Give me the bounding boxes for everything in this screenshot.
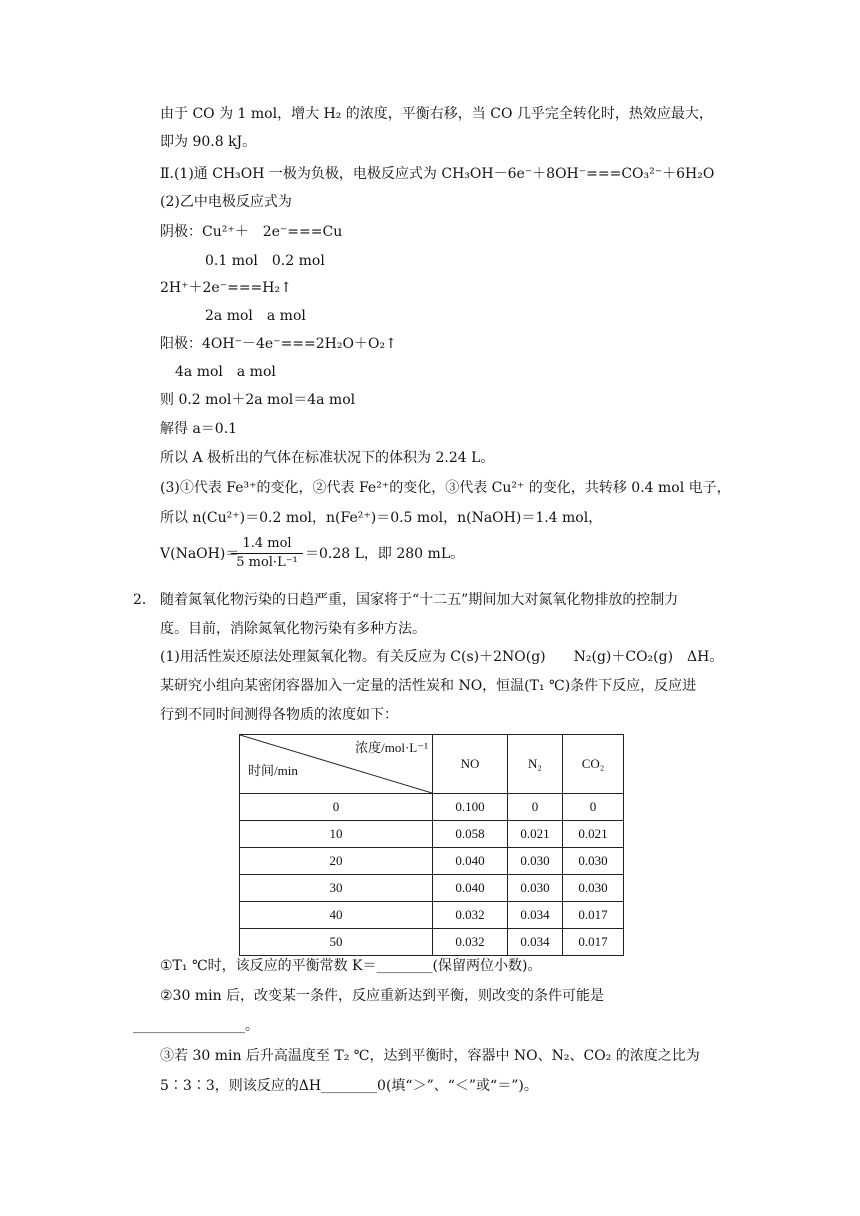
table-cell: 0.030: [508, 848, 563, 875]
table-row: [240, 875, 624, 902]
concentration-table: [239, 734, 624, 956]
table-row: [240, 794, 624, 821]
table-cell: 10: [240, 821, 433, 848]
formula-suffix: ＝0.28 L，即 280 mL。: [305, 546, 465, 562]
text-line: (2)乙中电极反应式为: [160, 194, 292, 210]
text-line: 2H⁺＋2e⁻===H₂↑: [160, 280, 292, 296]
text-line: 5∶3∶3，则该反应的ΔH________0(填“＞”、“＜”或“＝”)。: [160, 1078, 538, 1094]
table-cell: 0: [563, 794, 624, 821]
text-line: ①T₁ ℃时，该反应的平衡常数 K＝________(保留两位小数)。: [160, 958, 542, 974]
table-cell: 0.100: [433, 794, 508, 821]
text-line: (3)①代表 Fe³⁺的变化，②代表 Fe²⁺的变化，③代表 Cu²⁺ 的变化，共转移 0.4 mol 电子，: [160, 480, 731, 496]
text-line: 则 0.2 mol＋2a mol＝4a mol: [160, 392, 356, 408]
table-header: CO₂: [563, 735, 624, 794]
text-line: ________________。: [133, 1018, 259, 1034]
text-line: (1)用活性炭还原法处理氮氧化物。有关反应为 C(s)＋2NO(g) N₂(g)＋CO₂(g) ΔH。: [160, 649, 724, 665]
table-cell: 0.034: [508, 929, 563, 956]
text-line: 所以 n(Cu²⁺)＝0.2 mol，n(Fe²⁺)＝0.5 mol，n(NaOH)＝1.4 mol，: [160, 510, 603, 526]
text-line: 2a mol a mol: [205, 308, 306, 324]
table-cell: 0: [508, 794, 563, 821]
table-row: [240, 929, 624, 956]
table-corner-cell: [240, 735, 433, 794]
table-cell: 0.017: [563, 929, 624, 956]
text-line: ②30 min 后，改变某一条件，反应重新达到平衡，则改变的条件可能是: [160, 988, 605, 1004]
table-cell: 20: [240, 848, 433, 875]
text-line: 解得 a＝0.1: [160, 421, 238, 437]
table-cell: 0.040: [433, 875, 508, 902]
table-corner-concentration: 浓度/mol·L⁻¹: [355, 740, 428, 755]
table-cell: 0.032: [433, 929, 508, 956]
text-line: 随着氮氧化物污染的日趋严重，国家将于“十二五”期间加大对氮氧化物排放的控制力: [160, 592, 679, 608]
table-cell: 0.032: [433, 902, 508, 929]
table-cell: 50: [240, 929, 433, 956]
text-line: 0.1 mol 0.2 mol: [205, 253, 325, 269]
text-line: ③若 30 min 后升高温度至 T₂ ℃，达到平衡时，容器中 NO、N₂、CO₂ 的浓度之比为: [160, 1048, 700, 1064]
table-cell: 0.021: [563, 821, 624, 848]
table-row: [240, 848, 624, 875]
table-cell: 0: [240, 794, 433, 821]
table-row: [240, 821, 624, 848]
table-header: NO: [433, 735, 508, 794]
text-line: 即为 90.8 kJ。: [160, 134, 257, 150]
table-cell: 0.034: [508, 902, 563, 929]
text-line: 阴极：Cu²⁺＋ 2e⁻===Cu: [160, 224, 343, 240]
table-cell: 0.021: [508, 821, 563, 848]
table-cell: 0.030: [563, 875, 624, 902]
text-line: 阳极：4OH⁻－4e⁻===2H₂O＋O₂↑: [160, 336, 397, 352]
fraction-numerator: 1.4 mol: [231, 535, 303, 554]
text-line: Ⅱ.(1)通 CH₃OH 一极为负极，电极反应式为 CH₃OH－6e⁻＋8OH⁻===CO₃²⁻＋6H₂O: [160, 166, 715, 182]
text-line: 行到不同时间测得各物质的浓度如下：: [160, 707, 398, 723]
text-line: 度。目前，消除氮氧化物污染有多种方法。: [160, 621, 426, 637]
question-number: 2．: [133, 592, 156, 608]
table-cell: 0.017: [563, 902, 624, 929]
fraction-denominator: 5 mol·L⁻¹: [236, 555, 298, 570]
text-line: 由于 CO 为 1 mol，增大 H₂ 的浓度，平衡右移，当 CO 几乎完全转化时，热效应最大，: [160, 106, 713, 122]
text-line: 所以 A 极析出的气体在标准状况下的体积为 2.24 L。: [160, 450, 495, 466]
table-cell: 40: [240, 902, 433, 929]
table-row: [240, 902, 624, 929]
table-cell: 0.058: [433, 821, 508, 848]
table-header: N₂: [508, 735, 563, 794]
table-cell: 0.030: [508, 875, 563, 902]
formula-prefix: V(NaOH)＝: [160, 546, 240, 562]
table-cell: 0.040: [433, 848, 508, 875]
table-cell: 30: [240, 875, 433, 902]
fraction: [231, 535, 303, 572]
text-line: 4a mol a mol: [175, 364, 276, 380]
table-corner-time: 时间/min: [248, 763, 298, 778]
table-cell: 0.030: [563, 848, 624, 875]
text-line: 某研究小组向某密闭容器加入一定量的活性炭和 NO，恒温(T₁ ℃)条件下反应，反应进: [160, 678, 697, 694]
